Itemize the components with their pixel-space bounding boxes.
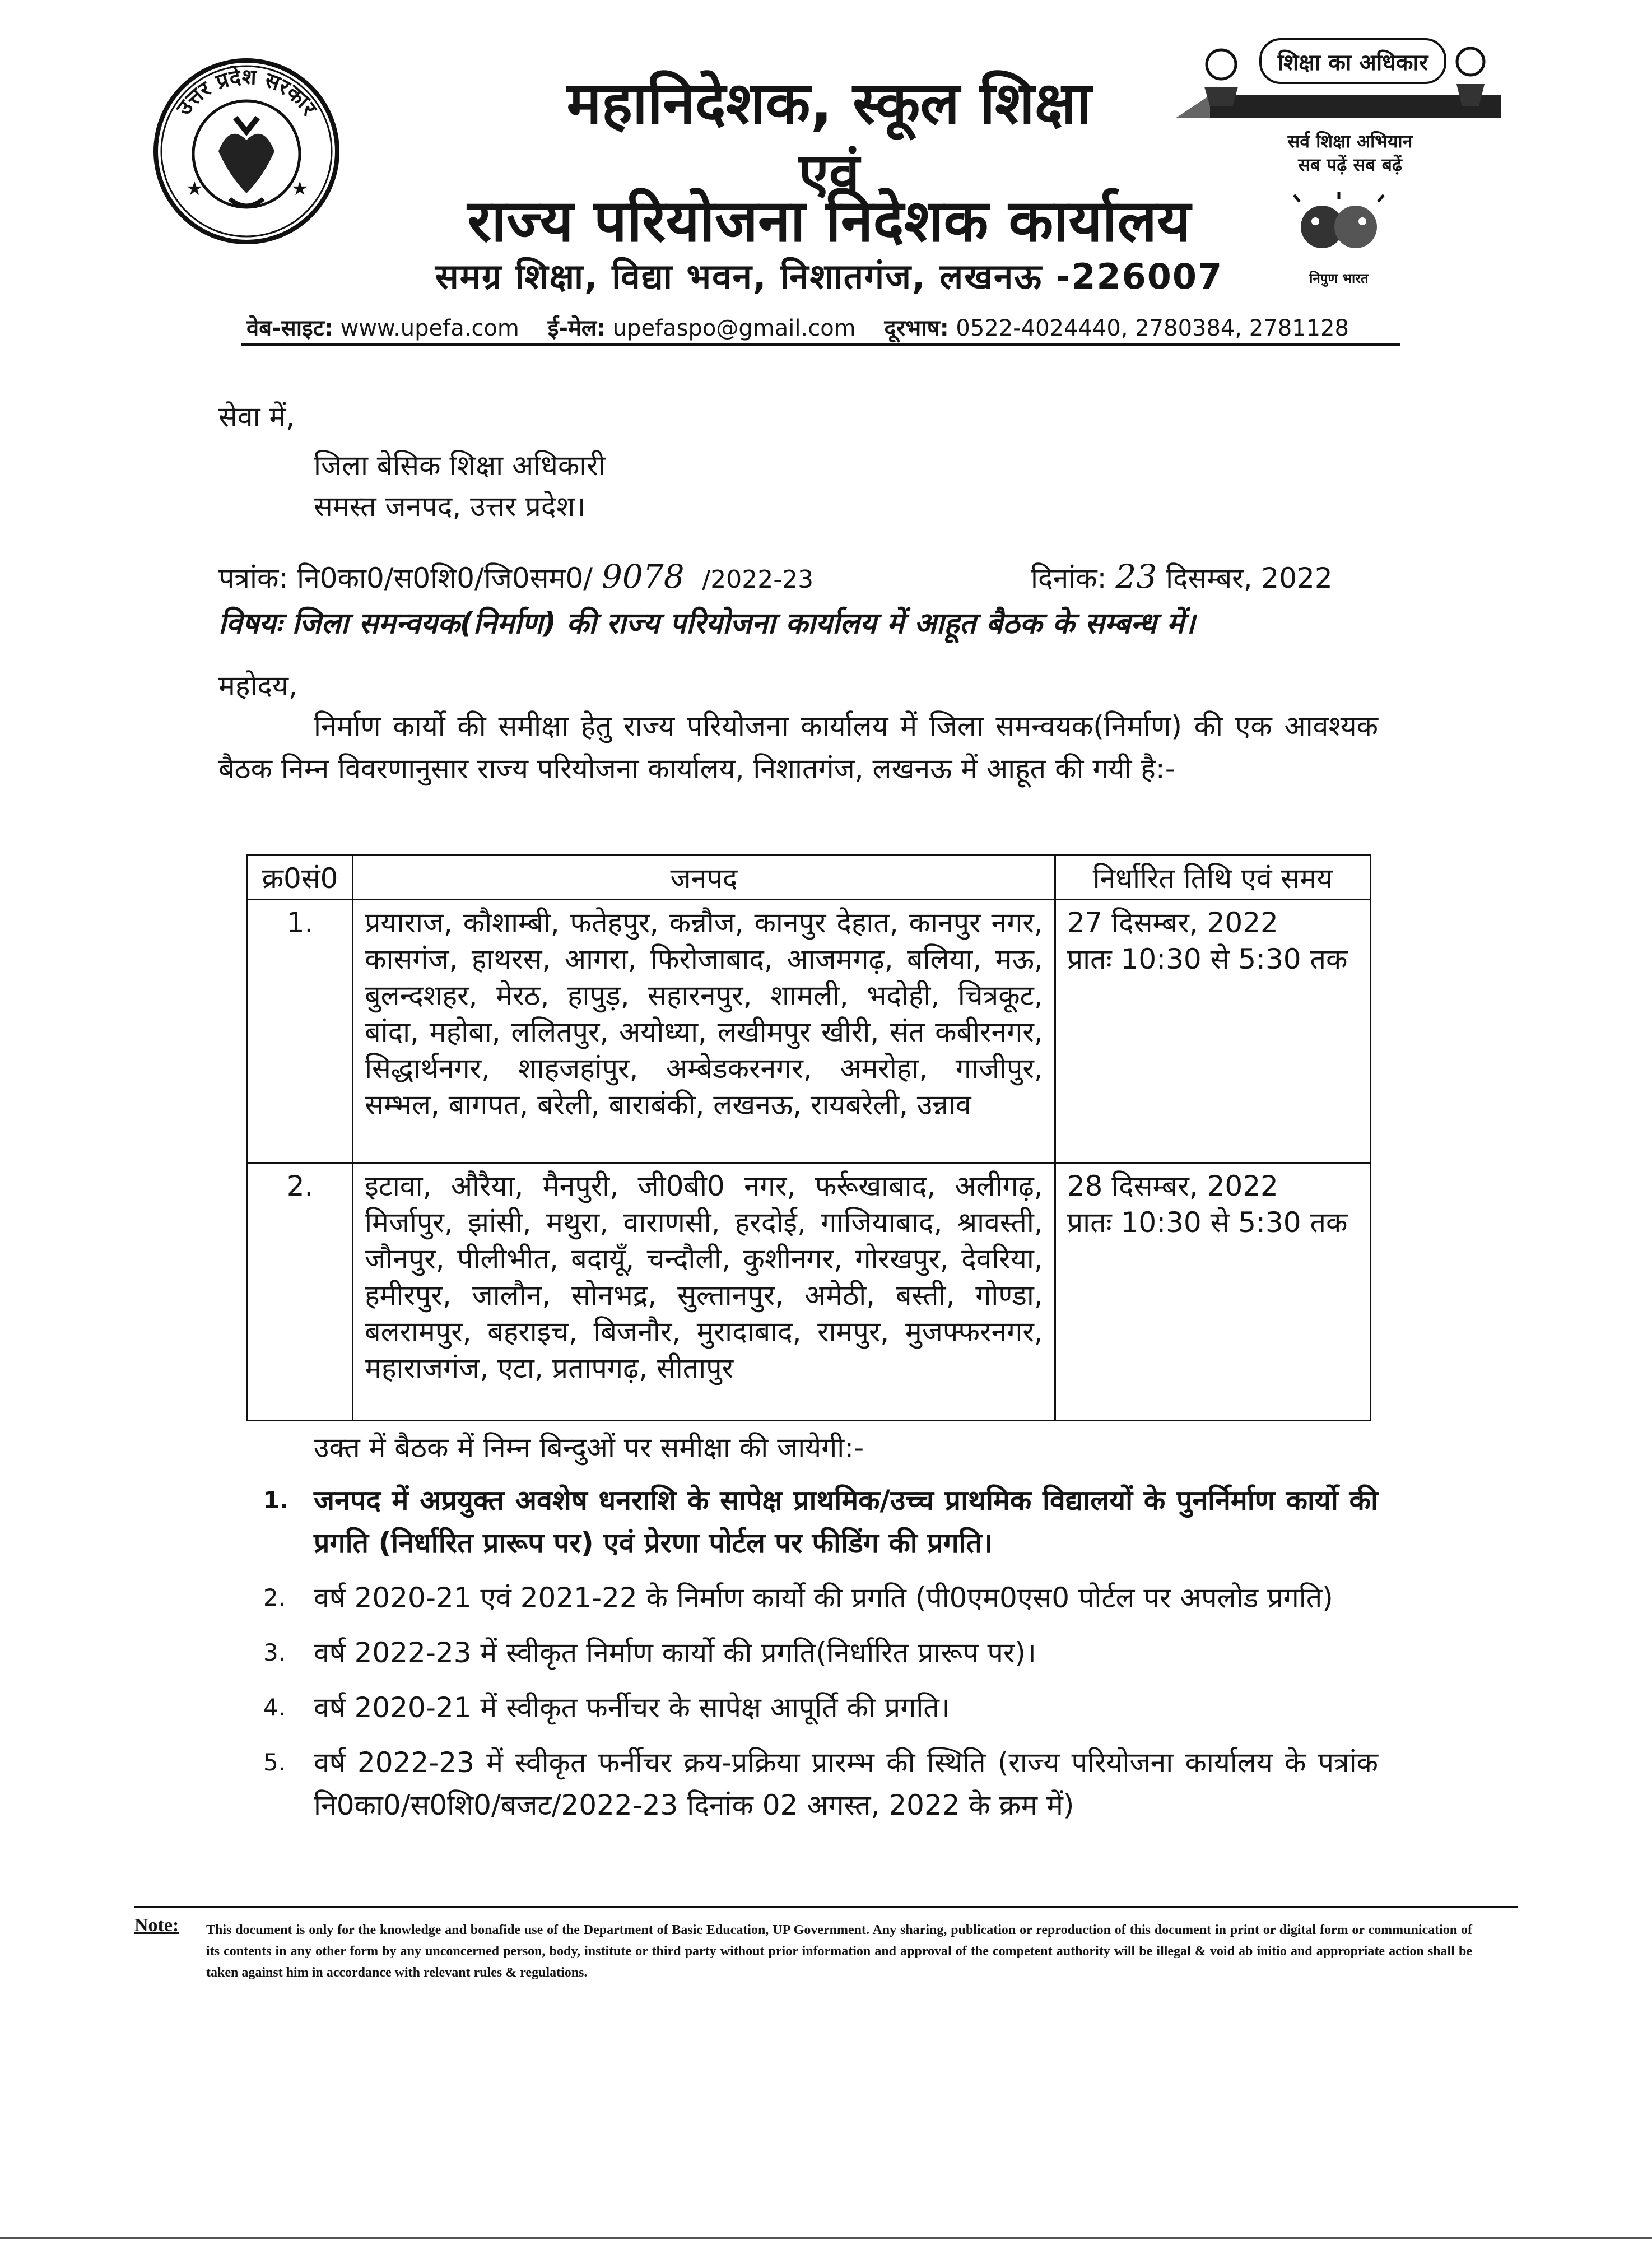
- letter-no-handwritten: 9078: [601, 557, 685, 596]
- email-link[interactable]: upefaspo@gmail.com: [612, 315, 856, 341]
- date-rest: दिसम्बर, 2022: [1166, 562, 1333, 594]
- review-intro: उक्त में बैठक में निम्न बिन्दुओं पर समीक्षा की जायेगी:-: [314, 1431, 864, 1464]
- scan-edge-line: [0, 2237, 1652, 2239]
- contact-line: [246, 311, 1423, 342]
- footer-divider: [134, 1906, 1518, 1908]
- svg-text:★: ★: [291, 178, 309, 200]
- date-handwritten: 23: [1115, 557, 1157, 596]
- letter-date: [1031, 557, 1333, 596]
- date-label: दिनांक:: [1031, 562, 1107, 594]
- row-districts: इटावा, औरैया, मैनपुरी, जी0बी0 नगर, फर्रूखाबाद, अलीगढ़, मिर्जापुर, झांसी, मथुरा, वाराणसी, हरदोई, गाजियाबाद, श्रावस्ती, जौनपुर, पीलीभीत, बदायूँ, चन्दौली, कुशीनगर, गोरखपुर, देवरिया, हमीरपुर, जालौन, सोनभद्र, सुल्तानपुर, अमेठी, बस्ती, गोण्डा, बलरामपुर, बहराइच, बिजनौर, मुरादाबाद, रामपुर, मुजफ्फरनगर, महाराजगंज, एटा, प्रतापगढ़, सीतापुर: [353, 1163, 1055, 1421]
- point-number: 2.: [263, 1584, 286, 1611]
- web-label: वेब-साइट:: [246, 315, 333, 341]
- email-label: ई-मेल:: [547, 315, 606, 341]
- list-item: [263, 1686, 1378, 1729]
- column-header-date-time: निर्धारित तिथि एवं समय: [1055, 856, 1370, 900]
- row-date: 28 दिसम्बर, 2022: [1067, 1170, 1278, 1202]
- intro-paragraph: निर्माण कार्यो की समीक्षा हेतु राज्य परियोजना कार्यालय में जिला समन्वयक(निर्माण) की एक आवश्यक बैठक निम्न विवरणानुसार राज्य परियोजना कार्यालय, निशातगंज, लखनऊ में आहूत की गयी है:-: [218, 710, 1378, 785]
- recipient-line-1: जिला बेसिक शिक्षा अधिकारी: [314, 449, 606, 482]
- right-logo-subtitle-2: सब पढ़ें सब बढ़ें: [1298, 154, 1402, 175]
- header-line-1: महानिदेशक, स्कूल शिक्षा: [566, 69, 1092, 137]
- letter-no-prefix: नि0का0/स0शि0/जि0सम0/: [297, 562, 593, 594]
- note-label: Note:: [134, 1915, 179, 1936]
- column-header-district: जनपद: [353, 856, 1055, 900]
- point-text: वर्ष 2020-21 एवं 2021-22 के निर्माण कार्यो की प्रगति (पी0एम0एस0 पोर्टल पर अपलोड प्रगति): [314, 1582, 1333, 1614]
- meeting-schedule-table: [246, 854, 1371, 1421]
- row-serial: 1.: [248, 900, 353, 1163]
- list-item: [263, 1577, 1378, 1619]
- row-time: प्रातः 10:30 से 5:30 तक: [1067, 943, 1348, 975]
- row-time: प्रातः 10:30 से 5:30 तक: [1067, 1206, 1348, 1239]
- column-header-serial: क्र0सं0: [248, 856, 353, 900]
- letter-reference: [218, 557, 813, 596]
- phone-numbers: 0522-4024440, 2780384, 2781128: [956, 315, 1349, 341]
- right-logo-subtitle-1: सर्व शिक्षा अभियान: [1287, 131, 1413, 152]
- list-item: [263, 1631, 1378, 1674]
- svg-text:उत्तर प्रदेश सरकार: [171, 64, 322, 120]
- point-text: वर्ष 2020-21 में स्वीकृत फर्नीचर के सापेक्ष आपूर्ति की प्रगति।: [314, 1691, 950, 1724]
- salutation-to: सेवा में,: [218, 401, 295, 433]
- row-serial: 2.: [248, 1163, 353, 1421]
- header-line-2: एवं: [798, 142, 860, 206]
- point-text: जनपद में अप्रयुक्त अवशेष धनराशि के सापेक्ष प्राथमिक/उच्च प्राथमिक विद्यालयों के पुनर्निर्माण कार्यो की प्रगति (निर्धारित प्रारूप पर) एवं प्रेरणा पोर्टल पर फीडिंग की प्रगति।: [314, 1484, 1378, 1559]
- recipient-line-2: समस्त जनपद, उत्तर प्रदेश।: [314, 490, 586, 523]
- nipun-bharat-logo: [1283, 190, 1395, 269]
- header-address: समग्र शिक्षा, विद्या भवन, निशातगंज, लखनऊ -226007: [435, 256, 1223, 297]
- list-item: [263, 1479, 1378, 1564]
- table-row: [248, 900, 1371, 1163]
- row-districts: प्रयाराज, कौशाम्बी, फतेहपुर, कन्नौज, कानपुर देहात, कानपुर नगर, कासगंज, हाथरस, आगरा, फिरोजाबाद, आजमगढ़, बलिया, मऊ, बुलन्दशहर, मेरठ, हापुड़, सहारनपुर, शामली, भदोही, चित्रकूट, बांदा, महोबा, ललितपुर, अयोध्या, लखीमपुर खीरी, संत कबीरनगर, सिद्धार्थनगर, शाहजहांपुर, अम्बेडकरनगर, अमरोहा, गाजीपुर, सम्भल, बागपत, बरेली, बाराबंकी, लखनऊ, रायबरेली, उन्नाव: [353, 900, 1055, 1163]
- point-number: 1.: [263, 1486, 289, 1514]
- letter-no-suffix: /2022-23: [702, 565, 814, 594]
- greeting: महोदय,: [218, 669, 297, 702]
- phone-label: दूरभाष:: [884, 315, 949, 341]
- right-logo-title: शिक्षा का अधिकार: [1277, 50, 1428, 76]
- table-header-row: [248, 856, 1371, 900]
- header-divider: [241, 343, 1400, 346]
- point-number: 5.: [263, 1749, 286, 1776]
- review-points-list: [263, 1479, 1378, 1839]
- point-number: 4.: [263, 1694, 286, 1721]
- table-row: [248, 1163, 1371, 1421]
- header-line-3: राज्य परियोजना निदेशक कार्यालय: [467, 187, 1191, 255]
- row-date: 27 दिसम्बर, 2022: [1067, 906, 1278, 939]
- point-number: 3.: [263, 1639, 286, 1666]
- note-text: This document is only for the knowledge and bonafide use of the Department of Basic Education, UP Government. Any sharing, publication or reproduction of this document in print or digital form or communication of its contents in any other form by any unconcerned person, body, institute or third party without prior information and approval of the competent authority will be illegal & void ab initio and appropriate action shall be taken against him in accordance with relevant rules & regulations.: [206, 1923, 1472, 1980]
- website-link[interactable]: www.upefa.com: [340, 315, 519, 341]
- letter-no-label: पत्रांक:: [218, 562, 288, 594]
- row-date-time: [1055, 1163, 1370, 1421]
- svg-text:★: ★: [186, 178, 203, 200]
- list-item: [263, 1741, 1378, 1826]
- shiksha-ka-adhikar-logo: [1165, 34, 1518, 129]
- point-text: वर्ष 2022-23 में स्वीकृत निर्माण कार्यो की प्रगति(निर्धारित प्रारूप पर)।: [314, 1636, 1036, 1669]
- emblem-text: उत्तर प्रदेश सरकार: [171, 64, 322, 120]
- row-date-time: [1055, 900, 1370, 1163]
- nipun-bharat-label: निपुण भारत: [1309, 271, 1369, 286]
- point-text: वर्ष 2022-23 में स्वीकृत फर्नीचर क्रय-प्रक्रिया प्रारम्भ की स्थिति (राज्य परियोजना कार्यालय के पत्रांक नि0का0/स0शि0/बजट/2022-23 दिनांक 02 अगस्त, 2022 के क्रम में): [314, 1746, 1378, 1821]
- subject-line: विषयः जिला समन्वयक(निर्माण) की राज्य परियोजना कार्यालय में आहूत बैठक के सम्बन्ध में।: [218, 607, 1195, 640]
- up-government-emblem: [151, 56, 342, 247]
